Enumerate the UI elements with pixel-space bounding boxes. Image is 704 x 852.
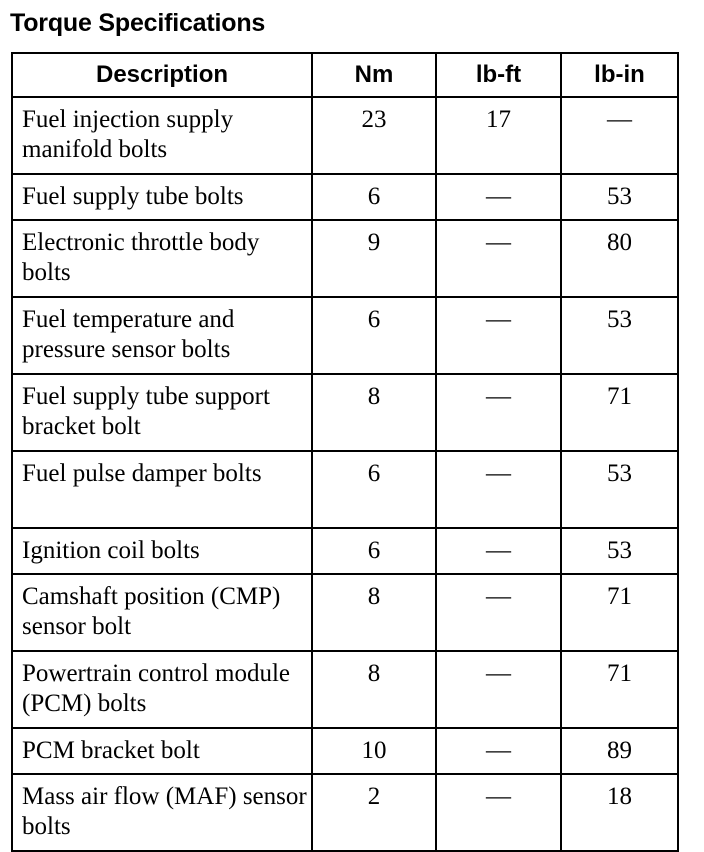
cell-lb-in: 80 — [561, 220, 678, 297]
table-row — [12, 220, 678, 297]
page-title: Torque Specifications — [10, 9, 266, 37]
cell-description: PCM bracket bolt — [12, 728, 312, 774]
cell-nm: 6 — [312, 451, 436, 528]
cell-nm: 23 — [312, 97, 436, 174]
cell-description: Fuel injection supply manifold bolts — [12, 97, 312, 174]
cell-lb-ft: 17 — [436, 97, 561, 174]
cell-description: Fuel temperature and pressure sensor bolts — [12, 297, 312, 374]
cell-nm: 6 — [312, 528, 436, 574]
cell-lb-ft: — — [436, 774, 561, 851]
cell-nm: 8 — [312, 651, 436, 728]
header-lb-ft: lb-ft — [436, 53, 561, 97]
table-header-row — [12, 53, 678, 97]
cell-lb-in: 53 — [561, 174, 678, 220]
cell-lb-ft: — — [436, 297, 561, 374]
header-description: Description — [12, 53, 312, 97]
cell-lb-ft: — — [436, 220, 561, 297]
table-row — [12, 297, 678, 374]
cell-description: Fuel supply tube support bracket bolt — [12, 374, 312, 451]
cell-lb-ft: — — [436, 451, 561, 528]
cell-nm: 8 — [312, 374, 436, 451]
cell-nm: 6 — [312, 297, 436, 374]
table-row — [12, 728, 678, 774]
cell-lb-in: 53 — [561, 297, 678, 374]
table-row — [12, 651, 678, 728]
cell-lb-in: 71 — [561, 374, 678, 451]
cell-description: Fuel pulse damper bolts — [12, 451, 312, 528]
cell-lb-in: 53 — [561, 528, 678, 574]
cell-lb-in: 18 — [561, 774, 678, 851]
table-row — [12, 97, 678, 174]
cell-lb-ft: — — [436, 728, 561, 774]
header-nm: Nm — [312, 53, 436, 97]
table-row — [12, 774, 678, 851]
cell-lb-in: 53 — [561, 451, 678, 528]
cell-lb-in: — — [561, 97, 678, 174]
torque-spec-table — [11, 52, 679, 852]
table-row — [12, 528, 678, 574]
table-row — [12, 574, 678, 651]
cell-lb-in: 71 — [561, 574, 678, 651]
table-row — [12, 374, 678, 451]
cell-lb-ft: — — [436, 174, 561, 220]
cell-nm: 9 — [312, 220, 436, 297]
cell-description: Ignition coil bolts — [12, 528, 312, 574]
cell-lb-ft: — — [436, 651, 561, 728]
cell-description: Powertrain control module (PCM) bolts — [12, 651, 312, 728]
cell-lb-ft: — — [436, 374, 561, 451]
cell-lb-ft: — — [436, 528, 561, 574]
cell-nm: 2 — [312, 774, 436, 851]
cell-lb-in: 71 — [561, 651, 678, 728]
table-row — [12, 451, 678, 528]
cell-description: Fuel supply tube bolts — [12, 174, 312, 220]
header-lb-in: lb-in — [561, 53, 678, 97]
table-row — [12, 174, 678, 220]
cell-description: Camshaft position (CMP) sensor bolt — [12, 574, 312, 651]
cell-nm: 10 — [312, 728, 436, 774]
cell-nm: 6 — [312, 174, 436, 220]
cell-description: Electronic throttle body bolts — [12, 220, 312, 297]
cell-lb-ft: — — [436, 574, 561, 651]
cell-lb-in: 89 — [561, 728, 678, 774]
cell-nm: 8 — [312, 574, 436, 651]
cell-description: Mass air flow (MAF) sensor bolts — [12, 774, 312, 851]
